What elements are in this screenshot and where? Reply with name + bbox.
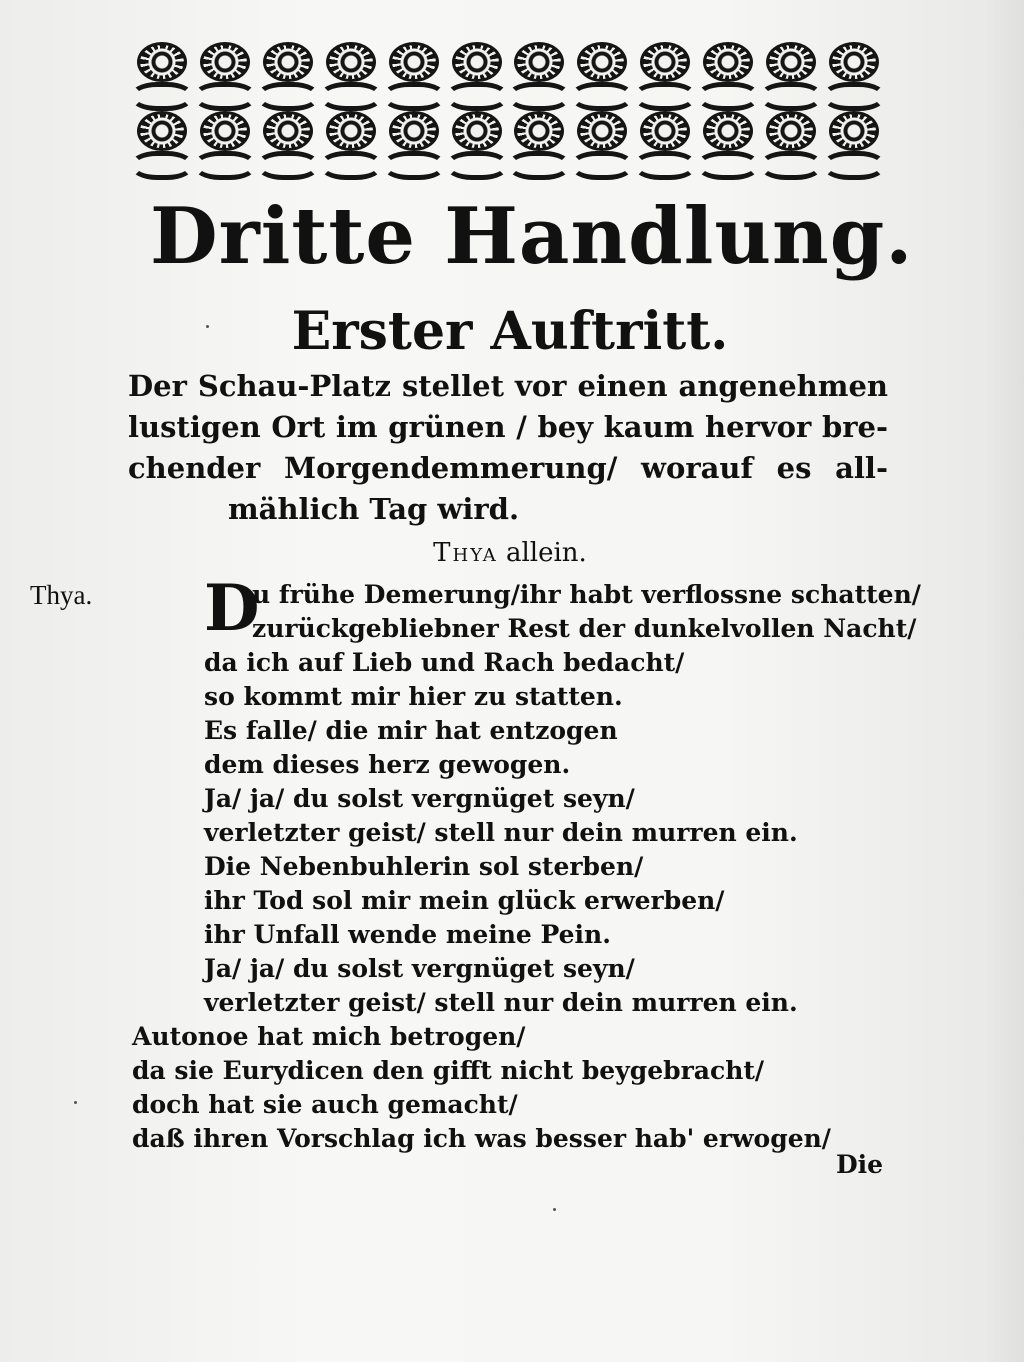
rosette-ornament [514, 111, 564, 151]
scroll-ornament [759, 82, 823, 111]
ornament-column [384, 42, 444, 180]
ornament-column [761, 42, 821, 180]
paper-speck [206, 325, 209, 328]
scroll-ornament [570, 151, 634, 180]
ornament-column [572, 42, 632, 180]
scroll-ornament [696, 151, 760, 180]
scroll-ornament [130, 151, 194, 180]
ornament-column [447, 42, 507, 180]
act-title: Dritte Handlung. [150, 191, 914, 282]
scroll-ornament [445, 82, 509, 111]
rosette-ornament [137, 111, 187, 151]
stage-direction-line: chender Morgendemmerung/ worauf es all- [128, 451, 888, 485]
rosette-ornament [703, 111, 753, 151]
cast-line [150, 536, 870, 570]
rosette-ornament [137, 42, 187, 82]
rosette-ornament [389, 111, 439, 151]
stage-direction-line: Der Schau-Platz stellet vor einen angenehmen [128, 369, 888, 403]
verse-line: Ja/ ja/ du solst vergnüget seyn/ [204, 784, 635, 813]
verse-line: verletzter geist/ stell nur dein murren ein. [204, 988, 798, 1017]
scroll-ornament [382, 82, 446, 111]
stage-direction-line: lustigen Ort im grünen / bey kaum hervor bre- [128, 410, 888, 444]
rosette-ornament [766, 111, 816, 151]
rosette-ornament [829, 42, 879, 82]
rosette-ornament [514, 42, 564, 82]
scroll-ornament [193, 151, 257, 180]
verse-line: u frühe Demerung/ihr habt verflossne schatten/ [252, 580, 921, 609]
cast-name: Thya [433, 538, 498, 568]
ornament-column [509, 42, 569, 180]
verse-line: doch hat sie auch gemacht/ [132, 1090, 518, 1119]
stage-direction-line: mählich Tag wird. [228, 492, 520, 526]
scene-title: Erster Auftritt. [291, 301, 729, 362]
scroll-ornament [507, 151, 571, 180]
scroll-ornament [445, 151, 509, 180]
verse-line: Autonoe hat mich betrogen/ [132, 1022, 526, 1051]
rosette-ornament [200, 42, 250, 82]
verse-line: ihr Tod sol mir mein glück erwerben/ [204, 886, 725, 915]
ornament-column [635, 42, 695, 180]
verse-line: Die Nebenbuhlerin sol sterben/ [204, 852, 644, 881]
rosette-ornament [263, 111, 313, 151]
verse-line: Ja/ ja/ du solst vergnüget seyn/ [204, 954, 635, 983]
rosette-ornament [326, 42, 376, 82]
verse-line: dem dieses herz gewogen. [204, 750, 571, 779]
scroll-ornament [507, 82, 571, 111]
ornament-column [824, 42, 884, 180]
stage-direction [128, 366, 888, 530]
ornament-column [195, 42, 255, 180]
scroll-ornament [822, 82, 886, 111]
verse-line: so kommt mir hier zu statten. [204, 682, 623, 711]
scroll-ornament [193, 82, 257, 111]
paper-speck [553, 1208, 556, 1211]
scroll-ornament [256, 151, 320, 180]
rosette-ornament [326, 111, 376, 151]
rosette-ornament [452, 111, 502, 151]
verse-line: Es falle/ die mir hat entzogen [204, 716, 618, 745]
scroll-ornament [633, 151, 697, 180]
rosette-ornament [389, 42, 439, 82]
verse-line: da sie Eurydicen den gifft nicht beygebracht/ [132, 1056, 765, 1085]
rosette-ornament [829, 111, 879, 151]
catchword: Die [836, 1150, 884, 1179]
paper-speck [74, 1101, 77, 1104]
verse-line: verletzter geist/ stell nur dein murren ein. [204, 818, 798, 847]
rosette-ornament [640, 111, 690, 151]
scroll-ornament [319, 151, 383, 180]
scroll-ornament [696, 82, 760, 111]
scroll-ornament [256, 82, 320, 111]
rosette-ornament [703, 42, 753, 82]
scroll-ornament [822, 151, 886, 180]
verse-line: daß ihren Vorschlag ich was besser hab' erwogen/ [132, 1124, 831, 1153]
rosette-ornament [200, 111, 250, 151]
rosette-ornament [766, 42, 816, 82]
rosette-ornament [577, 42, 627, 82]
rosette-ornament [577, 111, 627, 151]
verse-line: ihr Unfall wende meine Pein. [204, 920, 611, 949]
rosette-ornament [452, 42, 502, 82]
scroll-ornament [130, 82, 194, 111]
verse-line: da ich auf Lieb und Rach bedacht/ [204, 648, 685, 677]
ornament-column [132, 42, 192, 180]
verse-line: zurückgebliebner Rest der dunkelvollen Nacht/ [252, 614, 917, 643]
scroll-ornament [759, 151, 823, 180]
speaker-label: Thya. [30, 580, 93, 610]
ornament-column [698, 42, 758, 180]
scroll-ornament [633, 82, 697, 111]
drop-cap: D [204, 571, 260, 646]
rosette-ornament [263, 42, 313, 82]
scroll-ornament [570, 82, 634, 111]
scroll-ornament [382, 151, 446, 180]
ornament-band [132, 42, 884, 180]
cast-note: allein. [497, 538, 587, 568]
ornament-column [258, 42, 318, 180]
page-edge-shadow [984, 0, 1024, 1362]
rosette-ornament [640, 42, 690, 82]
scroll-ornament [319, 82, 383, 111]
ornament-column [321, 42, 381, 180]
